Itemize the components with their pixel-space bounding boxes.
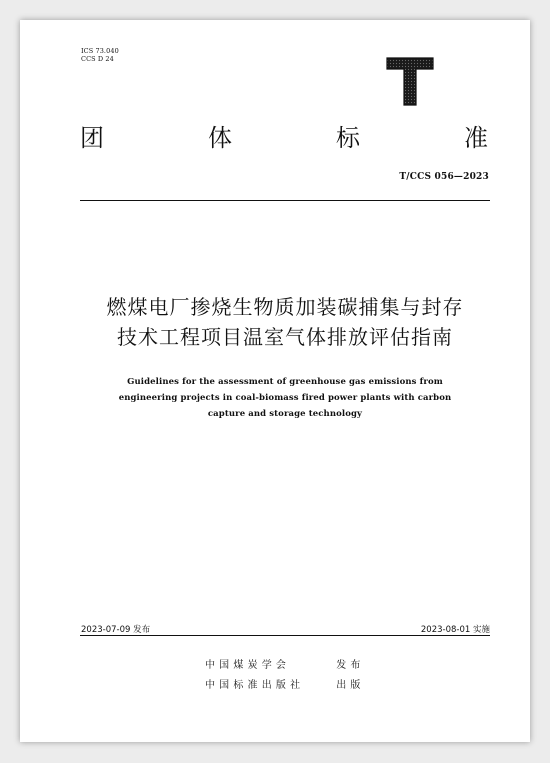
classification-codes	[81, 47, 119, 63]
standard-t-logo	[386, 56, 434, 106]
issuer-line	[205, 656, 405, 671]
publisher-organization: 中 国 标 准 出 版 社	[205, 680, 301, 691]
issuer-organization: 中 国 煤 炭 学 会	[205, 660, 287, 671]
implementation-date: 2023-08-01 实施	[420, 625, 490, 635]
document-cover-page	[20, 20, 530, 742]
publisher-action: 出 版	[336, 680, 361, 691]
chinese-title-line: 技术工程项目温室气体排放评估指南	[117, 325, 453, 349]
english-title-line: engineering projects in coal-biomass fired power plants with carbon	[118, 393, 452, 403]
standard-type-char: 体	[208, 124, 232, 152]
standard-type-char: 准	[464, 124, 488, 152]
issuer-action: 发 布	[336, 660, 361, 671]
ics-code: ICS 73.040	[81, 47, 119, 55]
top-divider	[80, 200, 490, 201]
english-title	[90, 374, 480, 422]
release-date: 2023-07-09 发布	[81, 625, 151, 635]
standard-type-char: 团	[80, 124, 104, 152]
chinese-title	[70, 292, 500, 352]
standard-type-heading	[80, 124, 488, 152]
publisher-line	[205, 676, 405, 691]
ccs-code: CCS D 24	[81, 55, 114, 63]
bottom-divider	[80, 635, 490, 636]
english-title-line: Guidelines for the assessment of greenhouse gas emissions from	[127, 377, 443, 387]
english-title-line: capture and storage technology	[207, 409, 363, 419]
standard-type-char: 标	[336, 124, 360, 152]
chinese-title-line: 燃煤电厂掺烧生物质加装碳捕集与封存	[106, 295, 464, 319]
standard-number: T/CCS 056—2023	[399, 172, 489, 182]
